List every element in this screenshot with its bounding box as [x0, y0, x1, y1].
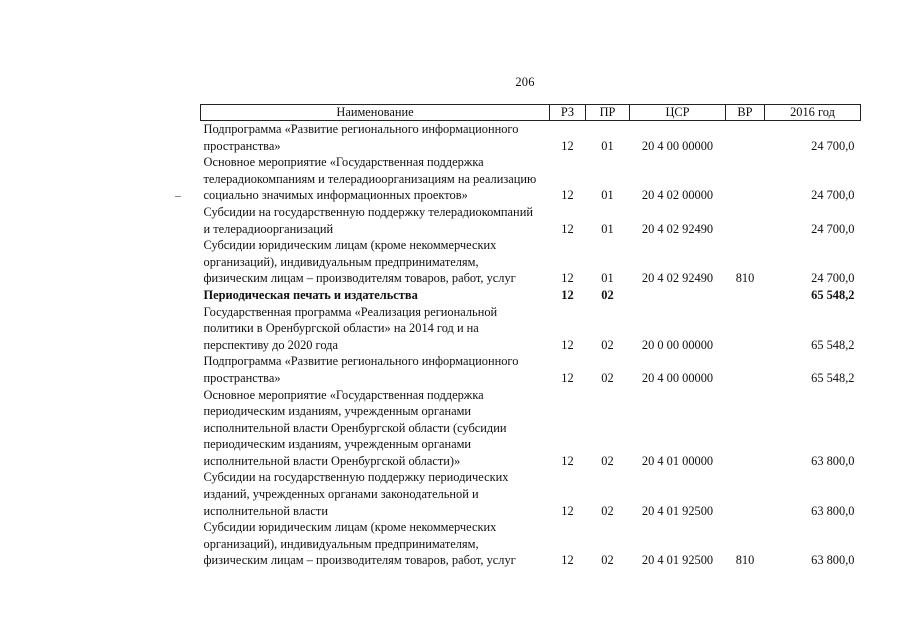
row-rz: 12	[561, 221, 574, 236]
row-amount: 63 800,0	[811, 553, 855, 568]
row-name-line: перспективу до 2020 года	[203, 337, 338, 352]
row-name-line: социально значимых информационных проектов»	[203, 188, 468, 203]
table-row	[201, 204, 861, 237]
row-csr: 20 4 02 92490	[641, 271, 714, 286]
row-amount: 63 800,0	[811, 503, 855, 518]
row-vr	[726, 304, 765, 354]
row-pr: 02	[601, 370, 614, 385]
row-pr: 02	[601, 503, 614, 518]
row-name-line: Субсидии юридическим лицам (кроме некоммерческих	[203, 520, 497, 535]
row-name	[201, 121, 550, 155]
row-name	[201, 353, 550, 386]
row-pr: 02	[601, 337, 614, 352]
page-number: 206	[515, 75, 535, 89]
row-name	[201, 204, 550, 237]
row-amount: 63 800,0	[811, 453, 855, 468]
row-rz: 12	[561, 453, 574, 468]
row-name-line: периодическим изданиям, учрежденным органами	[203, 437, 472, 452]
row-name-line: физическим лицам – производителям товаров, работ, услуг	[203, 271, 516, 286]
row-vr: 810	[735, 271, 755, 286]
table-body	[201, 121, 861, 570]
row-name-line: Периодическая печать и издательства	[203, 287, 418, 302]
row-name-line: организаций), индивидуальным предпринимателям,	[203, 536, 479, 551]
row-vr	[726, 469, 765, 519]
header-vr: ВР	[726, 105, 765, 121]
row-rz: 12	[561, 271, 574, 286]
row-pr: 01	[601, 188, 614, 203]
row-vr	[726, 121, 765, 155]
row-name-line: Подпрограмма «Развитие регионального информационного	[203, 354, 519, 369]
row-name-line: и телерадиоорганизаций	[203, 221, 334, 236]
row-name-line: изданий, учрежденных органами законодательной и	[203, 487, 479, 502]
row-csr: 20 4 02 00000	[641, 188, 714, 203]
row-pr: 01	[601, 221, 614, 236]
row-pr: 02	[601, 553, 614, 568]
row-name-line: Основное мероприятие «Государственная поддержка	[203, 387, 484, 402]
row-vr	[726, 387, 765, 470]
row-csr	[630, 287, 726, 304]
table-row	[201, 237, 861, 287]
row-amount: 65 548,2	[811, 287, 855, 302]
header-rz: РЗ	[550, 105, 586, 121]
row-csr: 20 0 00 00000	[641, 337, 714, 352]
row-name-line: исполнительной власти	[203, 503, 328, 518]
row-csr: 20 4 01 92500	[641, 503, 714, 518]
table-row	[201, 304, 861, 354]
row-name-line: пространства»	[203, 138, 281, 153]
row-vr: 810	[735, 553, 755, 568]
table-row	[201, 387, 861, 470]
table-row	[201, 519, 861, 569]
table-row	[201, 121, 861, 155]
header-year: 2016 год	[765, 105, 861, 121]
table-header-row	[201, 105, 861, 121]
row-name-line: исполнительной власти Оренбургской области (субсидии	[203, 420, 507, 435]
row-pr: 02	[601, 287, 614, 302]
row-rz: 12	[561, 287, 574, 302]
header-pr: ПР	[586, 105, 630, 121]
row-vr	[726, 154, 765, 204]
row-csr: 20 4 01 92500	[641, 553, 714, 568]
row-name	[201, 469, 550, 519]
row-vr	[726, 353, 765, 386]
table-row	[201, 154, 861, 204]
row-name-line: пространства»	[203, 370, 281, 385]
row-name-line: периодическим изданиям, учрежденным органами	[203, 404, 472, 419]
table-row	[201, 469, 861, 519]
table-row	[201, 287, 861, 304]
row-rz: 12	[561, 553, 574, 568]
row-csr: 20 4 02 92490	[641, 221, 714, 236]
row-rz: 12	[561, 188, 574, 203]
row-rz: 12	[561, 503, 574, 518]
row-name	[201, 387, 550, 470]
row-amount: 65 548,2	[811, 337, 855, 352]
row-name	[201, 519, 550, 569]
row-amount: 24 700,0	[811, 221, 855, 236]
row-name-line: Субсидии на государственную поддержку телерадиокомпаний	[203, 204, 533, 219]
row-pr: 01	[601, 271, 614, 286]
row-amount: 24 700,0	[811, 271, 855, 286]
row-name-line: исполнительной власти Оренбургской области)»	[203, 453, 461, 468]
row-vr	[726, 287, 765, 304]
row-name-line: организаций), индивидуальным предпринимателям,	[203, 254, 479, 269]
scan-artifact	[175, 196, 181, 197]
row-name-line: политики в Оренбургской области» на 2014 год и на	[203, 321, 479, 336]
header-csr: ЦСР	[630, 105, 726, 121]
row-name	[201, 304, 550, 354]
row-name-line: Субсидии юридическим лицам (кроме некоммерческих	[203, 238, 497, 253]
row-name-line: Государственная программа «Реализация региональной	[203, 304, 498, 319]
row-amount: 65 548,2	[811, 370, 855, 385]
row-name-line: Основное мероприятие «Государственная поддержка	[203, 155, 484, 170]
row-csr: 20 4 01 00000	[641, 453, 714, 468]
row-amount: 24 700,0	[811, 138, 855, 153]
row-pr: 01	[601, 138, 614, 153]
row-rz: 12	[561, 138, 574, 153]
budget-table	[200, 104, 861, 569]
row-name-line: Подпрограмма «Развитие регионального информационного	[203, 122, 519, 136]
row-rz: 12	[561, 370, 574, 385]
row-name-line: телерадиокомпаниям и телерадиоорганизациям на реализацию	[203, 171, 537, 186]
row-name	[201, 154, 550, 204]
row-vr	[726, 204, 765, 237]
row-name	[201, 287, 550, 304]
row-csr: 20 4 00 00000	[641, 138, 714, 153]
row-rz: 12	[561, 337, 574, 352]
table-row	[201, 353, 861, 386]
row-name-line: Субсидии на государственную поддержку периодических	[203, 470, 509, 485]
row-amount: 24 700,0	[811, 188, 855, 203]
header-name: Наименование	[201, 105, 550, 121]
row-pr: 02	[601, 453, 614, 468]
row-csr: 20 4 00 00000	[641, 370, 714, 385]
row-name	[201, 237, 550, 287]
row-name-line: физическим лицам – производителям товаров, работ, услуг	[203, 553, 516, 568]
